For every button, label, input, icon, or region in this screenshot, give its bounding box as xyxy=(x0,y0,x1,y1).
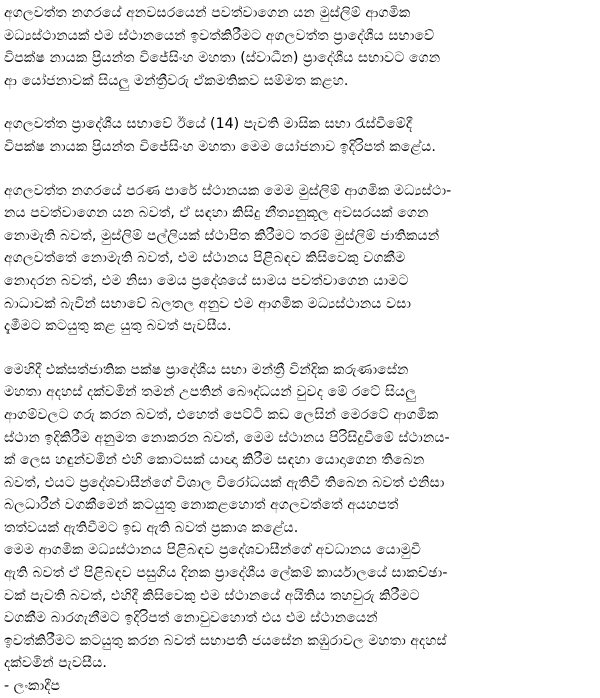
article-paragraph xyxy=(4,113,596,158)
paragraph-line: මෙහිදී එක්සත්ජාතික පක්ෂ ප්‍රාදේශීය සභා මන්ත්‍රී වින්දික කරුණාසේන xyxy=(4,361,409,378)
paragraph-line: අගලවත්ත ප්‍රාදේශීය සභාවේ ඊයේ (14) පැවති මාසික සභා රැස්වීමේදී xyxy=(4,116,413,133)
paragraph-line: විපක්ෂ නායක ප්‍රියන්ත විජේසිංහ මහතා (ස්වාධීන) ප්‍රාදේශීය සභාවට ගෙන xyxy=(4,50,441,67)
article-byline: - ලංකාදීප xyxy=(4,678,61,695)
paragraph-line: බවත්, එයට ප්‍රදේශවාසීන්ගේ විශාල විරෝධයක් ඇතිවී තිබෙන බවත් එනිසා xyxy=(4,474,445,491)
paragraph-line: අගලවත්ත නගරයේ අනවසරයෙන් පවත්වාගෙන යන මුස්ලිම් ආගමික xyxy=(4,5,411,21)
article-paragraph xyxy=(4,180,596,338)
paragraph-line: තත්වයක් ඇතිවීමට ඉඩ ඇති බවත් ප්‍රකාශ කළේය. xyxy=(4,519,299,536)
paragraph-line: ඉවත්කිරීමට කටයුතු කරන බවත් සභාපති ජයසේන කඹුරාවල මහතා අදහස් xyxy=(4,632,447,649)
paragraph-line: ආගම්වලට ගරු කරන බවත්, එහෙත් පෙට්ටි කඩ ලෙසින් මෙරටේ ආගමික xyxy=(4,406,439,423)
paragraph-line: මහතා අදහස් දක්වමින් තමන් උපතින් බෞද්ධයන් වුවද මේ රටේ සියලු xyxy=(4,384,417,401)
paragraph-line: නොදරන බවත්, එම නිසා මෙය ප්‍රදේශයේ සාමය පවත්වාගෙන යාමට xyxy=(4,272,409,289)
paragraph-line: විපක්ෂ නායක ප්‍රියන්ත විජේසිංහ මහතා මෙම යෝජනාව ඉදිරිපත් කළේය. xyxy=(4,138,436,155)
paragraph-line: අගලවත්ත නගරයේ පරණ පාරේ ස්ථානයක මෙම මුස්ලිම් ආගමික මධ්‍යස්ථා- xyxy=(4,182,452,199)
paragraph-line: වගකීම බාරගැනීමට ඉදිරිපත් නොවුවහොත් එය එම ස්ථානයෙන් xyxy=(4,610,378,627)
paragraph-line: බාධාවක් බැවින් සභාවේ බලතල අනුව එම ආගමික මධ්‍යස්ථානය වසා xyxy=(4,295,412,312)
paragraph-line: ක් ලෙස හඳුන්වමින් එහි කොටසක් යාඥා කිරීම සඳහා යොදාගෙන තිබෙන xyxy=(4,452,425,469)
article-paragraph xyxy=(4,2,596,92)
article-paragraph xyxy=(4,359,596,540)
paragraph-line: ස්ථාන ඉදිකිරීම අනුමත නොකරන බවත්, මෙම ස්ථානය පිරිසිදුවීමේ ස්ථානය- xyxy=(4,429,450,446)
paragraph-line: ඇති බවත් ඒ පිළිබඳව පසුගිය දිනක ප්‍රාදේශීය ලේකම් කාර්යාලයේ සාකච්ඡා- xyxy=(4,565,448,582)
paragraph-line: ආ යෝජනාවක් සියලු මන්ත්‍රීවරු ඒකමතිකව සම්මත කළහ. xyxy=(4,72,349,89)
paragraph-line: අගලවත්තේ නොමැති බවත්, එම ස්ථානය පිළිබඳව කිසිවෙකු වගකීම xyxy=(4,250,406,267)
paragraph-line: මෙම ආගමික මධ්‍යස්ථානය පිළිබඳව ප්‍රදේශවාසීන්ගේ අවධානය යොමුවී xyxy=(4,542,421,559)
news-article xyxy=(4,2,596,698)
paragraph-line: දක්වමින් පැවසීය. xyxy=(4,655,107,672)
paragraph-line: නොමැති බවත්, මුස්ලිම් පල්ලියක් ස්ථාපිත කිරීමට තරම් මුස්ලිම් ජාතිකයන් xyxy=(4,227,440,244)
paragraph-line: නය පවත්වාගෙන යන බවත්, ඒ සඳහා කිසිදු නීත්‍යනුකූල අවසරයක් ගෙන xyxy=(4,205,429,222)
article-paragraph xyxy=(4,539,596,675)
paragraph-line: වක් පැවති බවත්, එහිදී කිසිවෙකු එම ස්ථානයේ අයිතිය තහවුරු කිරීමට xyxy=(4,587,420,604)
paragraph-line: මධ්‍යස්ථානයක් එම ස්ථානයෙන් ඉවත්කිරීමට අගලවත්ත ප්‍රාදේශීය සභාවේ xyxy=(4,27,435,44)
paragraph-line: බලධාරීන් වගකීමෙන් කටයුතු නොකළහොත් අගලවත්තේ අයහපත් xyxy=(4,497,399,514)
paragraph-line: දැමීමට කටයුතු කළ යුතු බවත් පැවසීය. xyxy=(4,318,232,335)
